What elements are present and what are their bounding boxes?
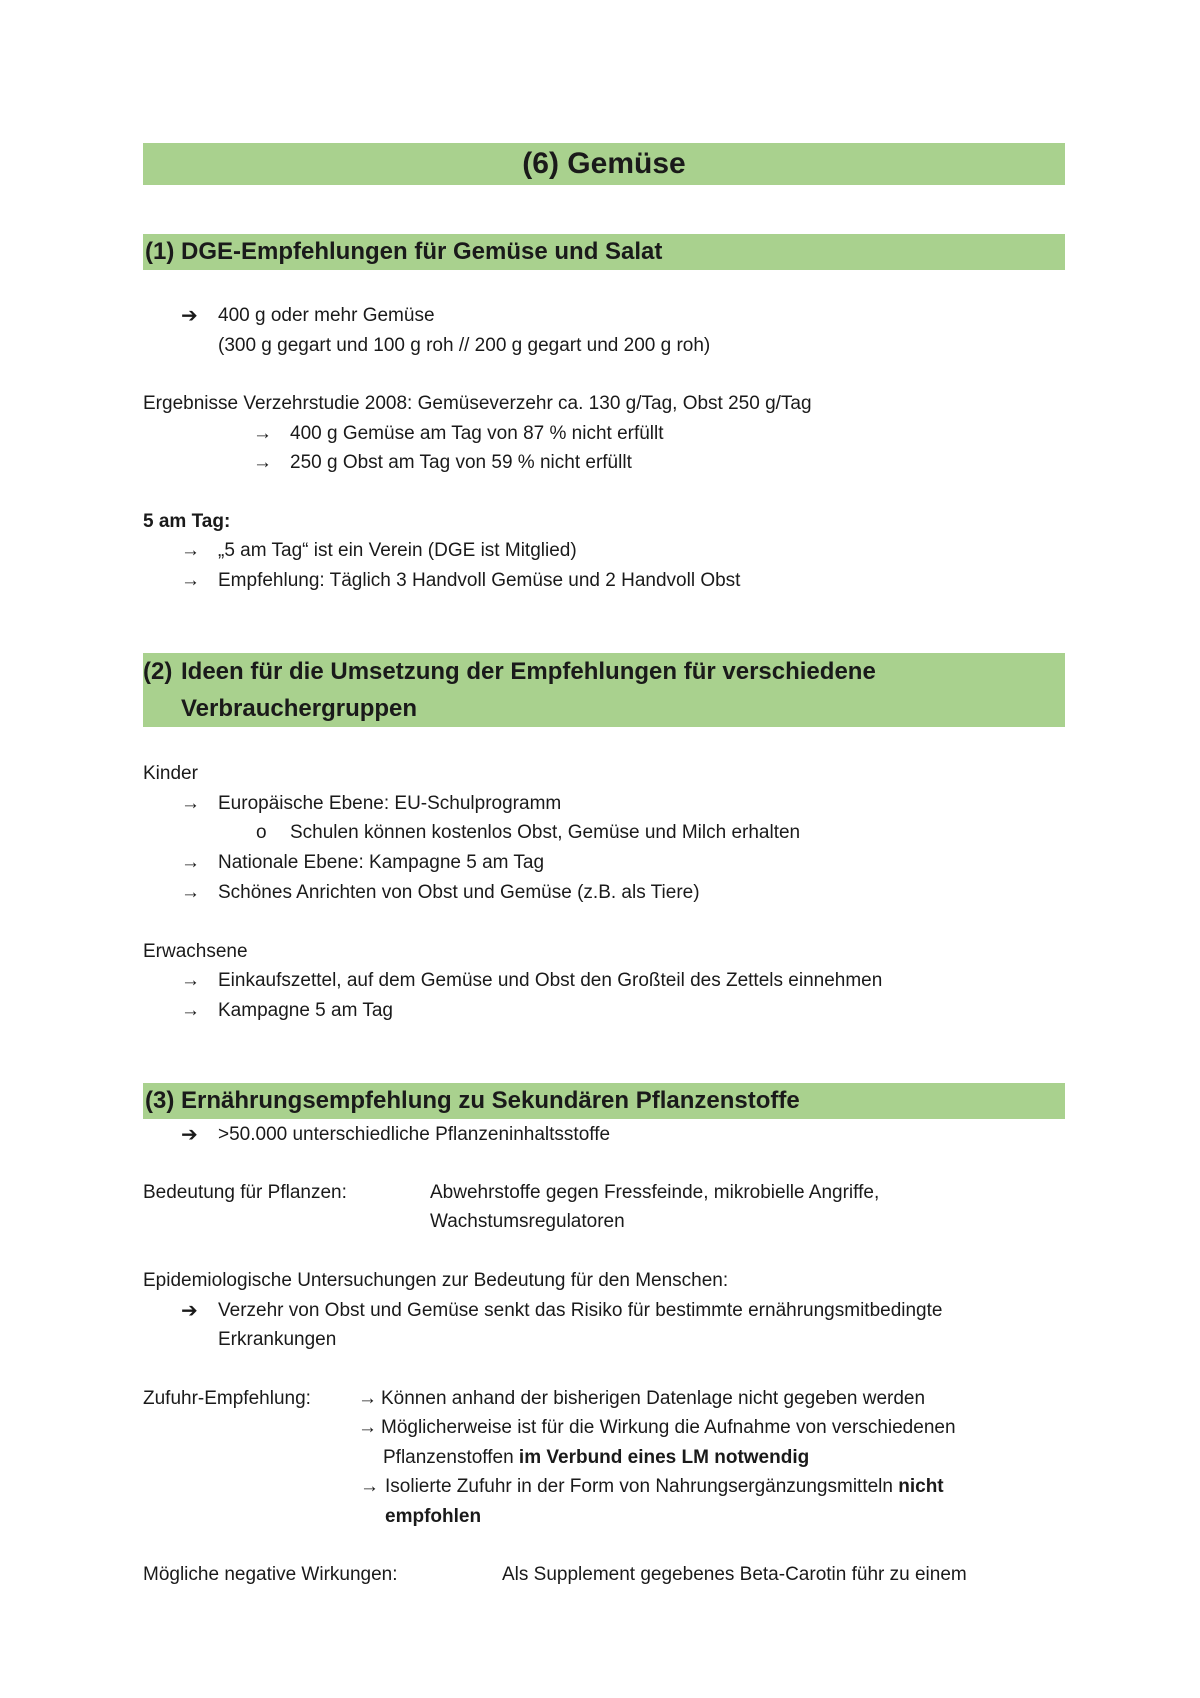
section-2-heading [143,653,1065,727]
bullet-text: 400 g oder mehr Gemüse [218,305,435,326]
zufuhr-label: Zufuhr-Empfehlung: [143,1388,311,1409]
arrow-icon: → [181,882,200,903]
list-item: „5 am Tag“ ist ein Verein (DGE ist Mitglied) [218,540,577,561]
bedeutung-text-continued: Wachstumsregulatoren [430,1211,625,1232]
arrow-icon: → [181,970,200,991]
negative-effects-label: Mögliche negative Wirkungen: [143,1564,398,1585]
arrow-icon: → [360,1476,379,1497]
list-item: Nationale Ebene: Kampagne 5 am Tag [218,852,545,873]
arrow-icon: → [181,570,200,591]
page-title: (6) Gemüse [143,143,1065,185]
list-item: Europäische Ebene: EU-Schulprogramm [218,793,562,814]
section-1-heading: (1) DGE-Empfehlungen für Gemüse und Salat [143,234,1065,270]
list-item: Kampagne 5 am Tag [218,1000,393,1021]
list-item: Schulen können kostenlos Obst, Gemüse und Milch erhalten [290,822,801,843]
section-3-heading: (3) Ernährungsempfehlung zu Sekundären Pflanzenstoffe [143,1083,1065,1119]
bullet-text: Verzehr von Obst und Gemüse senkt das Risiko für bestimmte ernährungsmitbedingte [218,1300,943,1321]
list-item: Möglicherweise ist für die Wirkung die Aufnahme von verschiedenen [381,1417,956,1438]
list-item: Schönes Anrichten von Obst und Gemüse (z.B. als Tiere) [218,882,700,903]
list-item: 400 g Gemüse am Tag von 87 % nicht erfüllt [290,423,664,444]
arrow-icon: → [358,1388,377,1409]
list-item: Einkaufszettel, auf dem Gemüse und Obst den Großteil des Zettels einnehmen [218,970,883,991]
bullet-text-continued: Erkrankungen [218,1329,337,1350]
epi-text: Epidemiologische Untersuchungen zur Bedeutung für den Menschen: [143,1270,729,1291]
group-label-kinder: Kinder [143,763,198,784]
list-item-continued: Pflanzenstoffen im Verbund eines LM notwendig [383,1447,810,1468]
arrow-icon: → [181,793,200,814]
arrow-icon: → [181,540,200,561]
bold-arrow-icon: ➔ [181,305,198,327]
bullet-text-continued: (300 g gegart und 100 g roh // 200 g gegart und 200 g roh) [218,335,711,356]
list-item: 250 g Obst am Tag von 59 % nicht erfüllt [290,452,632,473]
sub-bullet-marker: o [256,822,267,843]
arrow-icon: → [358,1417,377,1438]
list-item: Empfehlung: Täglich 3 Handvoll Gemüse und 2 Handvoll Obst [218,570,741,591]
group-label-erwachsene: Erwachsene [143,941,248,962]
five-a-day-title: 5 am Tag: [143,511,231,532]
arrow-icon: → [253,423,272,444]
arrow-icon: → [181,852,200,873]
bold-arrow-icon: ➔ [181,1124,198,1146]
list-item: Können anhand der bisherigen Datenlage nicht gegeben werden [381,1388,926,1409]
verzehr-text: Ergebnisse Verzehrstudie 2008: Gemüseverzehr ca. 130 g/Tag, Obst 250 g/Tag [143,393,812,414]
section-2-number: (2) [143,658,173,685]
bold-arrow-icon: ➔ [181,1300,198,1322]
section-2-heading-line1: Ideen für die Umsetzung der Empfehlungen für verschiedene [181,658,876,685]
bedeutung-text: Abwehrstoffe gegen Fressfeinde, mikrobielle Angriffe, [430,1182,880,1203]
bullet-text: >50.000 unterschiedliche Pflanzeninhaltsstoffe [218,1124,611,1145]
bedeutung-label: Bedeutung für Pflanzen: [143,1182,347,1203]
arrow-icon: → [253,452,272,473]
arrow-icon: → [181,1000,200,1021]
section-2-heading-line2: Verbrauchergruppen [181,695,418,722]
negative-effects-text: Als Supplement gegebenes Beta-Carotin führ zu einem [502,1564,967,1585]
list-item: Isolierte Zufuhr in der Form von Nahrungsergänzungsmitteln nicht [385,1476,944,1497]
list-item-continued: empfohlen [385,1506,482,1527]
